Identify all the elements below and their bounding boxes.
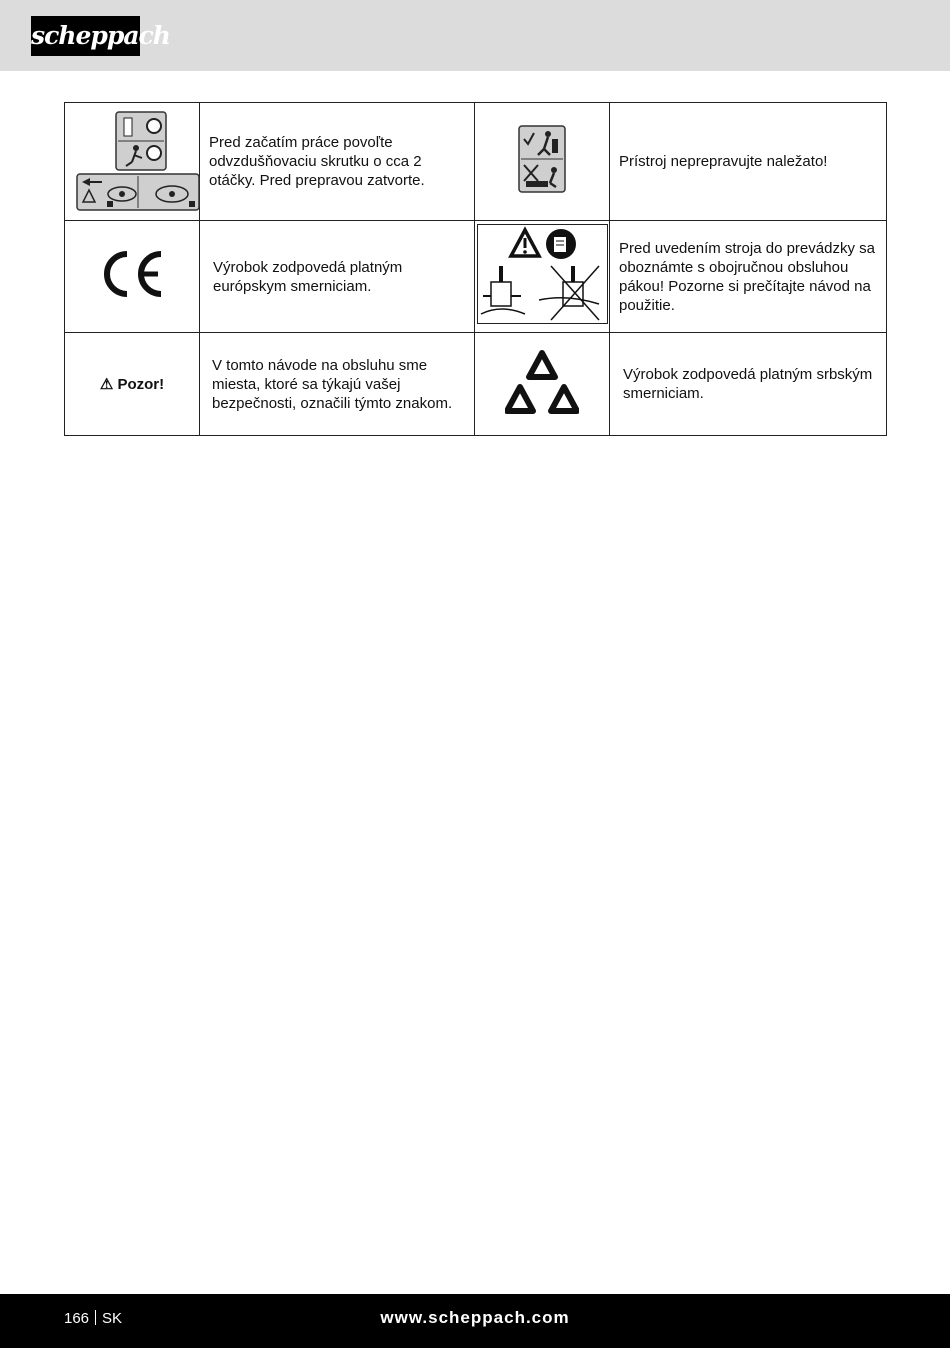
table-row [65,103,887,221]
scheppach-logo: scheppach [31,16,140,56]
pozor-description: V tomto návode na obsluhu sme miesta, ktoré sa týkajú vašej bezpečnosti, označili týmto znakom. [200,333,475,436]
language-code: SK [102,1310,123,1327]
two-hand-operation-icon [477,224,608,329]
vent-screw-cell [65,103,200,221]
serbian-cell [475,333,610,436]
page-footer [0,1294,950,1348]
pozor-cell [65,333,200,436]
two-hand-description: Pred uvedením stroja do prevádzky sa oboznámte s obojručnou obsluhou pákou! Pozorne si prečítajte návod na použitie. [610,221,887,333]
ce-description: Výrobok zodpovedá platným európskym smerniciam. [200,221,475,333]
warning-icon: ⚠ [99,375,114,393]
ce-cell [65,221,200,333]
transport-cell [475,103,610,221]
no-horizontal-transport-icon [518,125,566,198]
pozor-label: Pozor! [117,375,165,393]
website-link[interactable]: www.scheppach.com [380,1308,570,1327]
ce-mark-icon [98,249,166,304]
serbian-conformity-icon [505,349,579,420]
two-hand-cell [475,221,610,333]
transport-description: Prístroj neprepravujte naležato! [610,103,887,221]
page-number: 166 [64,1310,90,1327]
symbols-table [64,102,887,436]
vent-screw-icon [74,106,202,217]
table-row [65,221,887,333]
table-row [65,333,887,436]
vent-screw-description: Pred začatím práce povoľte odvzdušňovaciu skrutku o cca 2 otáčky. Pred prepravou zatvorte. [200,103,475,221]
serbian-description: Výrobok zodpovedá platným srbským smerniciam. [610,333,887,436]
page-header [0,0,950,71]
